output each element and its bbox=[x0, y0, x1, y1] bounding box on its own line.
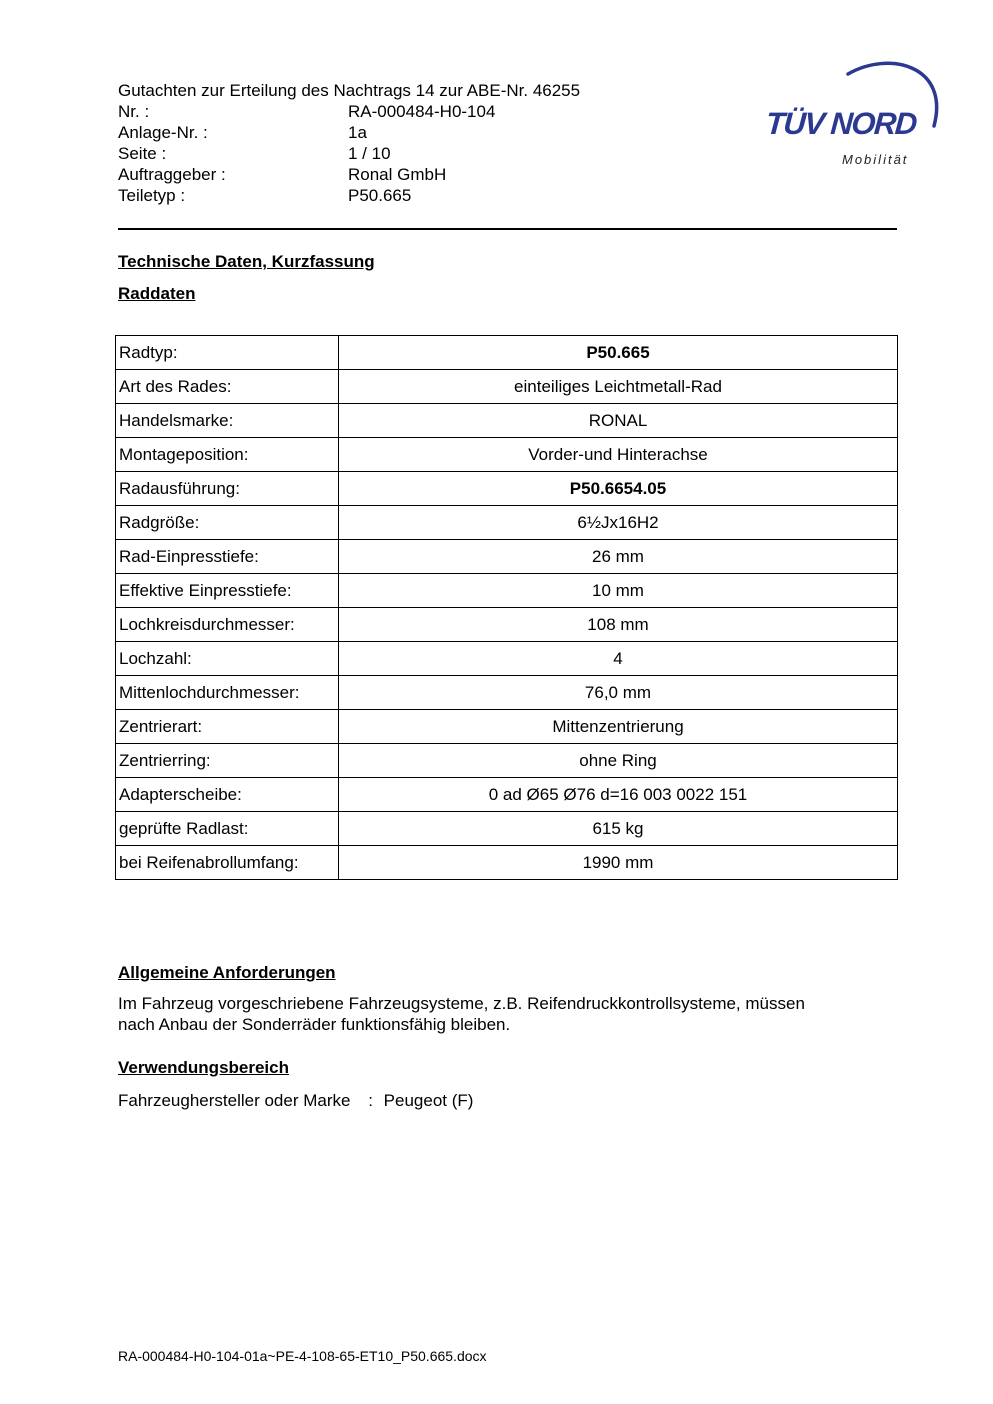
table-row bbox=[116, 710, 898, 744]
row-label: Adapterscheibe: bbox=[116, 778, 339, 812]
table-row bbox=[116, 778, 898, 812]
allgemeine-text bbox=[118, 993, 805, 1035]
row-label: Rad-Einpresstiefe: bbox=[116, 540, 339, 574]
row-value: 108 mm bbox=[339, 608, 898, 642]
table-row bbox=[116, 506, 898, 540]
table-row bbox=[116, 744, 898, 778]
document-header bbox=[118, 80, 580, 206]
meta-value: Ronal GmbH bbox=[348, 165, 447, 184]
row-value: Mittenzentrierung bbox=[339, 710, 898, 744]
table-row bbox=[116, 370, 898, 404]
allgemeine-text-line-1: Im Fahrzeug vorgeschriebene Fahrzeugsysteme, z.B. Reifendruckkontrollsysteme, müssen bbox=[118, 994, 805, 1013]
row-label: bei Reifenabrollumfang: bbox=[116, 846, 339, 880]
row-value: 6½Jx16H2 bbox=[339, 506, 898, 540]
raddaten-table bbox=[115, 335, 898, 880]
row-label: Lochkreisdurchmesser: bbox=[116, 608, 339, 642]
meta-key: Anlage-Nr. : bbox=[118, 123, 208, 142]
row-label: geprüfte Radlast: bbox=[116, 812, 339, 846]
row-value: 0 ad Ø65 Ø76 d=16 003 0022 151 bbox=[339, 778, 898, 812]
row-value: ohne Ring bbox=[339, 744, 898, 778]
table-row bbox=[116, 336, 898, 370]
verwendung-row bbox=[118, 1090, 473, 1111]
table-row bbox=[116, 642, 898, 676]
header-divider bbox=[118, 228, 897, 230]
heading-raddaten: Raddaten bbox=[118, 284, 196, 303]
row-value: P50.6654.05 bbox=[339, 472, 898, 506]
heading-technische-daten: Technische Daten, Kurzfassung bbox=[118, 252, 375, 271]
meta-value: 1a bbox=[348, 123, 367, 142]
meta-value: 1 / 10 bbox=[348, 144, 391, 163]
meta-key: Teiletyp : bbox=[118, 186, 186, 205]
footer-filename: RA-000484-H0-104-01a~PE-4-108-65-ET10_P50.665.docx bbox=[118, 1348, 487, 1364]
meta-value: P50.665 bbox=[348, 186, 412, 205]
verwendung-label: Fahrzeughersteller oder Marke bbox=[118, 1091, 351, 1110]
row-value: 615 kg bbox=[339, 812, 898, 846]
row-value: 4 bbox=[339, 642, 898, 676]
heading-allgemeine-anforderungen: Allgemeine Anforderungen bbox=[118, 963, 336, 982]
row-value: einteiliges Leichtmetall-Rad bbox=[339, 370, 898, 404]
meta-row-teiletyp bbox=[118, 185, 580, 206]
table-row bbox=[116, 574, 898, 608]
meta-row-seite bbox=[118, 143, 580, 164]
meta-key: Nr. : bbox=[118, 102, 150, 121]
row-value: 10 mm bbox=[339, 574, 898, 608]
table-row bbox=[116, 404, 898, 438]
table-row bbox=[116, 540, 898, 574]
table-row bbox=[116, 608, 898, 642]
row-value: 1990 mm bbox=[339, 846, 898, 880]
row-label: Handelsmarke: bbox=[116, 404, 339, 438]
row-label: Art des Rades: bbox=[116, 370, 339, 404]
table-row bbox=[116, 676, 898, 710]
tuv-nord-logo bbox=[760, 56, 950, 176]
row-label: Lochzahl: bbox=[116, 642, 339, 676]
meta-row-nr bbox=[118, 101, 580, 122]
row-value: RONAL bbox=[339, 404, 898, 438]
allgemeine-text-line-2: nach Anbau der Sonderräder funktionsfähig bleiben. bbox=[118, 1015, 511, 1034]
meta-value: RA-000484-H0-104 bbox=[348, 102, 496, 121]
meta-key: Auftraggeber : bbox=[118, 165, 226, 184]
row-label: Mittenlochdurchmesser: bbox=[116, 676, 339, 710]
row-label: Zentrierart: bbox=[116, 710, 339, 744]
row-label: Zentrierring: bbox=[116, 744, 339, 778]
table-row bbox=[116, 846, 898, 880]
meta-key: Seite : bbox=[118, 144, 167, 163]
row-value: P50.665 bbox=[339, 336, 898, 370]
logo-sub-text: Mobilität bbox=[842, 152, 909, 167]
heading-verwendungsbereich: Verwendungsbereich bbox=[118, 1058, 289, 1077]
verwendung-separator: : bbox=[368, 1091, 373, 1110]
row-value: 26 mm bbox=[339, 540, 898, 574]
meta-row-auftraggeber bbox=[118, 164, 580, 185]
table-row bbox=[116, 812, 898, 846]
row-value: 76,0 mm bbox=[339, 676, 898, 710]
row-label: Effektive Einpresstiefe: bbox=[116, 574, 339, 608]
row-label: Radausführung: bbox=[116, 472, 339, 506]
row-label: Montageposition: bbox=[116, 438, 339, 472]
row-label: Radtyp: bbox=[116, 336, 339, 370]
row-value: Vorder-und Hinterachse bbox=[339, 438, 898, 472]
row-label: Radgröße: bbox=[116, 506, 339, 540]
meta-row-anlage bbox=[118, 122, 580, 143]
logo-brand-text: TÜV NORD bbox=[764, 106, 918, 141]
table-row bbox=[116, 472, 898, 506]
document-title: Gutachten zur Erteilung des Nachtrags 14 zur ABE-Nr. 46255 bbox=[118, 81, 581, 100]
table-row bbox=[116, 438, 898, 472]
verwendung-value: Peugeot (F) bbox=[383, 1091, 474, 1110]
